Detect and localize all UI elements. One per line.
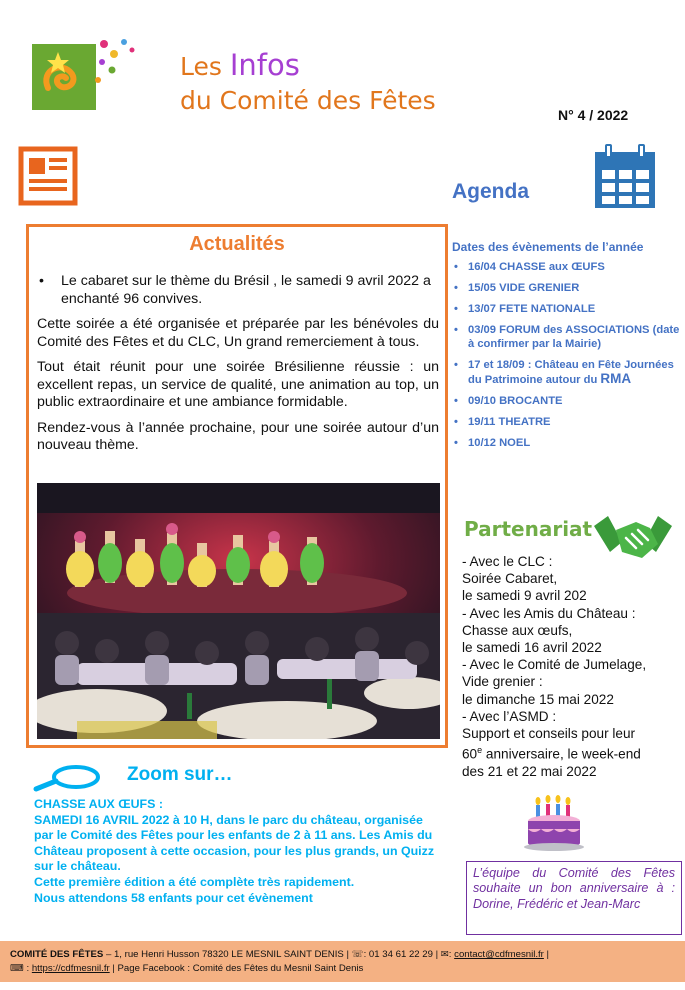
agenda-item-text: 10/12 NOEL: [468, 437, 531, 449]
footer-web-prefix: ⌨ :: [10, 962, 32, 974]
partenariat-line: le samedi 16 avril 2022: [462, 640, 602, 656]
agenda-item-text: 13/07 FETE NATIONALE: [468, 303, 596, 315]
bullet-dot: •: [454, 261, 458, 273]
agenda-item: [454, 260, 682, 274]
comite-logo: [28, 30, 148, 114]
agenda-item-text: 15/05 VIDE GRENIER: [468, 282, 580, 294]
actualites-text: [37, 273, 439, 463]
agenda-item-text: 03/09 FORUM des ASSOCIATIONS (date à confirmer par la Mairie): [468, 324, 680, 350]
partenariat-line: - Avec le Comité de Jumelage,: [462, 657, 647, 673]
bullet-dot: •: [454, 395, 458, 407]
zoom-heading: CHASSE AUX ŒUFS :: [34, 797, 163, 811]
agenda-item: [454, 415, 682, 429]
agenda-item: [454, 302, 682, 316]
agenda-item: [454, 358, 682, 387]
zoom-line: Cette première édition a été complète très rapidement.: [34, 874, 355, 889]
bullet-dot: •: [454, 437, 458, 449]
masthead-line2: du Comité des Fêtes: [180, 86, 436, 115]
bullet-dot: •: [454, 359, 458, 371]
footer-website-link[interactable]: https://cdfmesnil.fr: [31, 962, 110, 974]
partenariat-line: Support et conseils pour leur: [462, 726, 636, 742]
agenda-item: [454, 394, 682, 408]
anniv-text: anniversaire, le week-end: [482, 746, 641, 762]
actualites-bullet-text: Le cabaret sur le thème du Brésil , le samedi 9 avril 2022 a enchanté 96 convives.: [61, 273, 431, 307]
bullet-dot: •: [454, 303, 458, 315]
anniv-number: 60: [462, 746, 478, 762]
cabaret-photo: [37, 483, 440, 739]
zoom-line: Nous attendons 58 enfants pour cet évènement: [34, 890, 313, 905]
magnifier-icon: [32, 763, 102, 793]
footer-separator: |: [543, 949, 550, 960]
footer-line1: [10, 948, 675, 962]
actualites-paragraph: Cette soirée a été organisée et préparée par les bénévoles du Comité des Fêtes et du CLC, Un grand remerciement à tous.: [37, 316, 439, 350]
footer-org: COMITÉ DES FÊTES: [10, 949, 104, 960]
masthead-highlight: Infos: [229, 48, 300, 82]
agenda-item-text: 16/04 CHASSE aux ŒUFS: [468, 261, 605, 273]
footer: [0, 941, 685, 982]
partenariat-text: [462, 553, 684, 780]
agenda-title: Agenda: [452, 180, 530, 203]
actualites-bullet: [37, 273, 439, 308]
partenariat-line: Chasse aux œufs,: [462, 622, 573, 638]
masthead-prefix: Les: [180, 52, 230, 81]
masthead-line1: [180, 48, 436, 84]
newspaper-icon: [18, 146, 78, 206]
bullet-dot: •: [454, 416, 458, 428]
footer-facebook: | Page Facebook : Comité des Fêtes du Mesnil Saint Denis: [109, 962, 364, 974]
agenda-item: [454, 323, 682, 351]
partenariat-line: - Avec les Amis du Château :: [462, 605, 636, 621]
anniv-ordinal: e: [477, 745, 483, 756]
footer-line2: [10, 962, 675, 976]
partenariat-title: Partenariat: [464, 517, 593, 541]
partenariat-line: [462, 742, 684, 763]
actualites-paragraph: Rendez-vous à l’année prochaine, pour une soirée autour d’un nouveau thème.: [37, 419, 439, 453]
agenda-subtitle: Dates des évènements de l’année: [452, 240, 644, 254]
partenariat-line: Vide grenier :: [462, 674, 543, 690]
actualites-box: [26, 224, 448, 748]
actualites-title: Actualités: [189, 233, 285, 255]
calendar-icon: [592, 142, 658, 210]
masthead-title: [180, 48, 436, 118]
agenda-item: [454, 436, 682, 450]
footer-email-link[interactable]: contact@cdfmesnil.fr: [454, 949, 544, 960]
zoom-text: [34, 797, 444, 906]
agenda-item: [454, 281, 682, 295]
agenda-item-text: 09/10 BROCANTE: [468, 395, 563, 407]
partenariat-line: Soirée Cabaret,: [462, 571, 558, 587]
partenariat-line: des 21 et 22 mai 2022: [462, 763, 597, 779]
agenda-list: [454, 260, 682, 457]
partenariat-line: - Avec l’ASMD :: [462, 708, 557, 724]
bullet-dot: •: [454, 324, 458, 336]
bullet-dot: •: [39, 273, 44, 289]
partenariat-line: le dimanche 15 mai 2022: [462, 691, 614, 707]
birthday-message: L’équipe du Comité des Fêtes souhaite un bon anniversaire à : Dorine, Frédéric et Jean-Marc: [466, 861, 682, 935]
zoom-body: SAMEDI 16 AVRIL 2022 à 10 H, dans le parc du château, organisée par le Comité des Fêtes pour les enfants de 2 à 11 ans. Les Amis du Château proposent à cette occasion, pour les plus grands, un Quizz sur le château.: [34, 812, 435, 874]
issue-number: N° 4 / 2022: [558, 107, 629, 123]
zoom-title: Zoom sur…: [127, 764, 233, 785]
agenda-item-text: 19/11 THEATRE: [468, 416, 551, 428]
agenda-item-text: 17 et 18/09 : Château en Fête Journées du Patrimoine autour du: [468, 359, 674, 386]
partenariat-line: - Avec le CLC :: [462, 554, 553, 569]
birthday-cake-icon: [522, 795, 586, 853]
footer-address: – 1, rue Henri Husson 78320 LE MESNIL SAINT DENIS | ☏: 01 34 61 22 29 | ✉:: [103, 949, 455, 960]
actualites-paragraph: Tout était réunit pour une soirée Brésilienne réussie : un excellent repas, un service de qualité, une animation au top, un public extraordinaire et une ambiance formidable.: [37, 359, 439, 410]
partenariat-line: le samedi 9 avril 202: [462, 588, 587, 604]
agenda-item-tail: RMA: [600, 371, 632, 386]
bullet-dot: •: [454, 282, 458, 294]
